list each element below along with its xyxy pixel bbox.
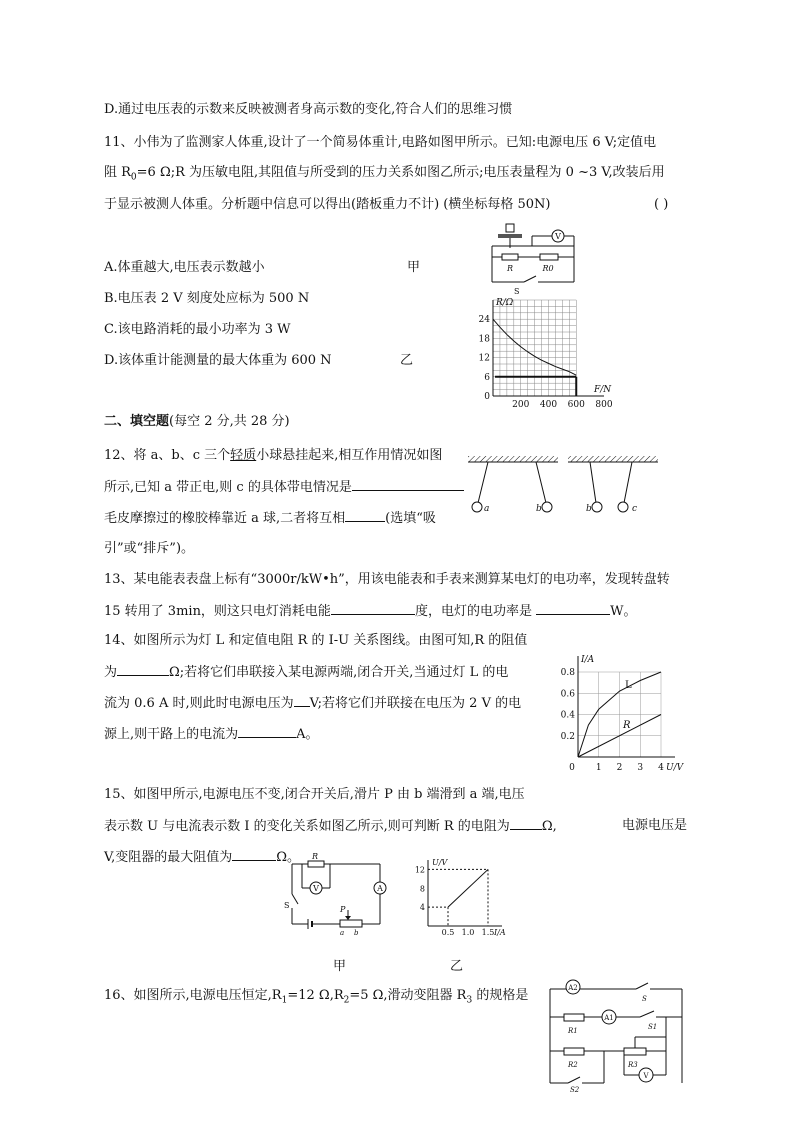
svg-text:A2: A2 [568,984,578,992]
scale-person-icon [506,224,514,232]
switch-s2 [568,1077,580,1083]
svg-text:b: b [586,504,592,514]
q11-option-a: A.体重越大,电压表示数越小 [104,260,265,275]
figure-label-jia: 甲 [407,260,421,275]
y-tick-label: 12 [478,353,490,364]
ceiling-left [468,456,558,462]
q11-r-f-graph [476,296,611,411]
q15-line3: V,变阻器的最大阻值为 Ω。 [104,850,301,865]
q15-blank-2[interactable] [232,848,276,861]
q11-circuit-diagram [484,222,594,297]
line-r-label: R [623,720,631,731]
q11-line1: 11、小伟为了监测家人体重,设计了一个简易体重计,电路如图甲所示。已知:电源电压 6 V;定值电 [104,135,657,150]
resistor-r2 [564,1048,584,1055]
q13-blank-2[interactable] [536,602,610,615]
y-tick-label: 0.2 [560,731,575,742]
switch-s [292,894,298,904]
x-tick-label: 4 [658,763,664,773]
q14-blank-1[interactable] [117,663,169,676]
x-tick-label: 2 [616,763,623,773]
svg-text:P: P [340,905,346,914]
svg-text:R: R [506,264,514,273]
slider-p [345,916,351,920]
y-tick-label: 0.4 [560,710,575,721]
x-axis-label: F/N [594,385,612,395]
q11-line3: 于显示被测人体重。分析题中信息可以得出(踏板重力不计) (横坐标每格 50N) [104,197,551,212]
q15-figure-label-yi: 乙 [450,959,464,974]
q11-option-b: B.电压表 2 V 刻度处应标为 500 N [104,291,310,306]
q11-line2: 阻 $R_0=6$ Ω;R 为压敏电阻,其阻值与所受到的压力关系如图乙所示;电压表量程为 0 ~3 V,改装后用 [104,165,665,183]
q15-blank-1[interactable] [510,817,542,830]
q16-line1: 16、如图所示,电源电压恒定$,R_1=12$ $\Omega,R_2=5$ Ω,滑动变阻器 $R_3$ 的规格是 [104,988,529,1006]
q13-blank-1[interactable] [331,602,415,615]
option-d-previous: D.通过电压表的示数来反映被测者身高示数的变化,符合人们的思维习惯 [104,102,513,117]
q12-line2: 所示,已知 a 带正电,则 c 的具体带电情况是 [104,478,464,497]
svg-text:V: V [555,232,561,241]
x-tick-label: 200 [512,400,530,410]
svg-text:R: R [312,852,319,861]
switch-s1 [640,1011,654,1017]
ball-a [472,502,482,512]
x-tick-label: 0.5 [441,928,455,937]
y-tick-label: 8 [419,884,425,894]
x-tick-label: 0 [569,763,575,773]
figure-label-yi: 乙 [400,353,414,368]
svg-text:R3: R3 [628,1061,638,1069]
x-tick-label: 3 [637,763,644,773]
switch-s [524,276,536,282]
svg-text:R2: R2 [568,1061,578,1069]
switch-s [636,983,648,989]
svg-text:b: b [536,504,542,514]
svg-text:S: S [514,287,520,296]
q15-circuit-diagram [284,852,392,937]
svg-text:V: V [643,1072,649,1080]
q13-line2: 15 转用了 3min，则这只电灯消耗电能 度，电灯的电功率是 W。 [104,604,637,619]
svg-text:R1: R1 [568,1027,578,1035]
q15-figure-label-jia: 甲 [333,959,347,974]
y-tick-label: 0 [484,392,490,402]
svg-text:S: S [284,901,290,910]
rheostat-r3 [624,1048,646,1055]
x-tick-label: 800 [595,400,613,410]
x-tick-label: 1 [595,763,602,773]
y-tick-label: 6 [484,372,490,383]
q12-blank-1[interactable] [352,478,464,491]
q16-circuit-diagram [544,975,689,1093]
x-axis-label: U/V [666,763,684,773]
svg-text:a: a [340,929,345,937]
resistor-r [308,861,324,867]
q13-line1: 13、某电能表表盘上标有“3000r/kW•h”，用该电能表和手表来测算某电灯的电功率，发现转盘转 [104,572,670,587]
svg-text:A1: A1 [604,1014,614,1022]
y-axis-label: I/A [581,655,595,665]
y-tick-label: 0.6 [560,689,575,700]
svg-text:c: c [632,504,638,514]
q14-blank-3[interactable] [238,725,296,738]
q12-line1: 12、将 a、b、c 三个轻质小球悬挂起来,相互作用情况如图 [104,448,443,463]
y-tick-label: 24 [478,315,490,326]
graph-grid [578,672,661,757]
ball-b-right [592,502,602,512]
resistor-r0 [540,254,558,260]
y-axis-label: U/V [432,858,448,867]
q14-blank-2[interactable] [294,694,310,707]
q15-line2-tail: 电源电压是 [622,818,688,833]
y-tick-label: 12 [414,865,425,875]
graph-grid [493,300,576,396]
x-tick-label: 600 [567,400,585,410]
resistor-r1 [564,1014,584,1021]
svg-text:A: A [377,884,383,893]
svg-text:V: V [313,884,319,893]
y-tick-label: 0.8 [560,668,575,678]
svg-text:R0: R0 [542,264,554,273]
q14-line2: 为 Ω;若将它们串联接入某电源两端,闭合开关,当通过灯 L 的电 [104,665,509,680]
x-tick-label: 1.0 [461,928,475,937]
ball-c [618,502,628,512]
ball-b-left [542,502,552,512]
q12-line4: 引”或“排斥”)。 [104,541,195,556]
u-i-line [448,869,488,907]
q15-u-i-graph [410,856,510,936]
svg-text:S2: S2 [570,1086,580,1094]
q11-answer-paren: ( ) [654,197,669,212]
y-axis-label: R/Ω [496,298,514,308]
section-2-heading: 二、填空题(每空 2 分,共 28 分) [104,414,290,429]
q15-line2: 表示数 U 与电流表示数 I 的变化关系如图乙所示,则可判断 R 的电阻为 Ω, [104,819,557,834]
q15-line1: 15、如图甲所示,电源电压不变,闭合开关后,滑片 P 由 b 端滑到 a 端,电压 [104,787,525,802]
q12-blank-2[interactable] [345,509,385,522]
q14-line4: 源上,则干路上的电流为 A。 [104,727,319,742]
q11-option-d: D.该体重计能测量的最大体重为 600 N [104,353,332,368]
x-tick-label: 1.5 [481,928,495,937]
svg-text:b: b [354,929,359,937]
svg-text:S1: S1 [648,1023,658,1031]
scale-pedal [498,234,522,238]
q11-option-c: C.该电路消耗的最小功率为 3 W [104,322,291,337]
q14-line3: 流为 0.6 A 时,则此时电源电压为 V;若将它们并联接在电压为 2 V 的电 [104,696,522,711]
rheostat [340,920,362,927]
q14-line1: 14、如图所示为灯 L 和定值电阻 R 的 I-U 关系图线。由图可知,R 的阻值 [104,633,528,648]
ceiling-right [568,456,658,462]
curve-l-label: L [625,680,632,691]
svg-text:a: a [484,504,490,514]
resistor-r [502,254,518,260]
y-tick-label: 18 [478,334,490,345]
q14-i-u-graph [553,650,688,775]
q12-hanging-balls [466,453,666,521]
q12-line3: 毛皮摩擦过的橡胶棒靠近 a 球,二者将互相 (选填“吸 [104,511,436,526]
x-tick-label: 400 [539,400,558,410]
y-tick-label: 4 [419,903,425,913]
svg-text:S: S [642,995,647,1003]
x-axis-label: I/A [494,928,506,937]
